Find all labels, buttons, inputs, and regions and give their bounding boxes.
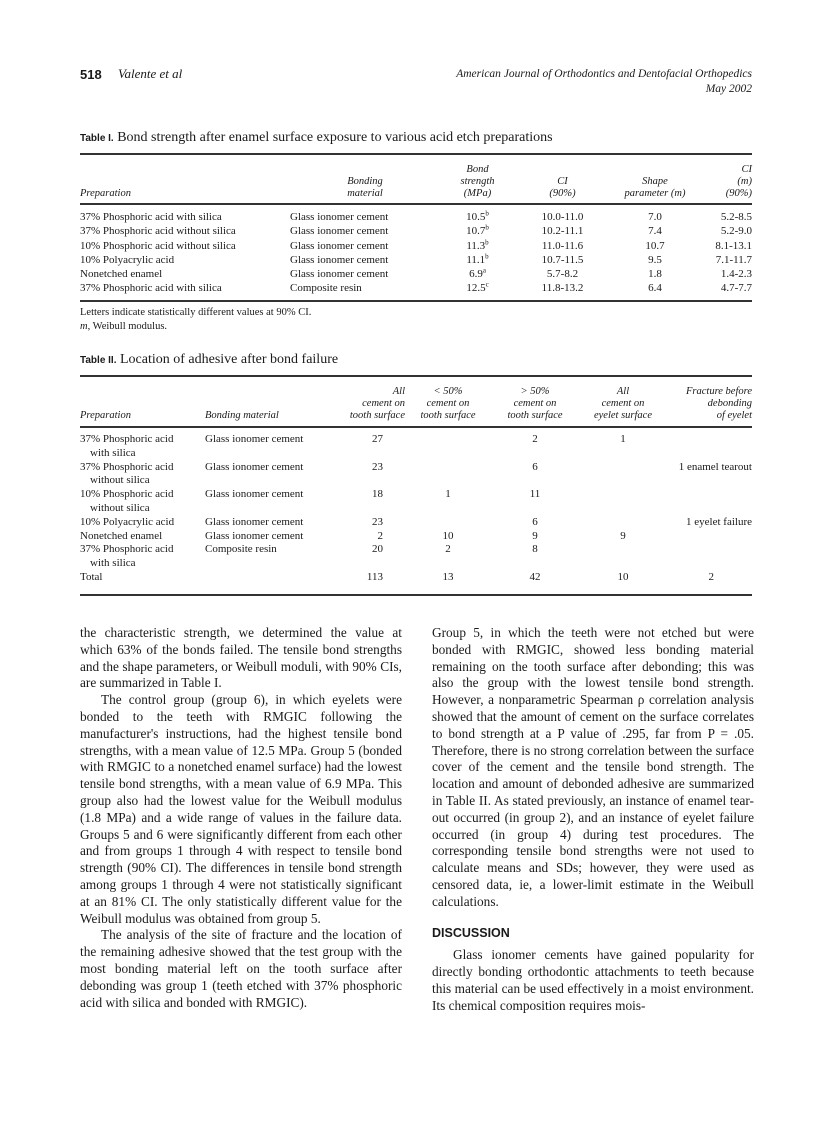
table-row: 10% Phosphoric acid without silica Glass ionomer cement 18 1 11 (80, 488, 541, 514)
table2-label: Table II. (80, 355, 117, 366)
body-paragraph: The analysis of the site of fracture and the location of the remaining adhesive showed that the test group with the most bonding material left on the tooth surface after debonding was group 1 (teeth etched with 37% phosphoric acid with silica and bonded with RMGIC). (80, 927, 402, 1010)
body-right-column (432, 625, 754, 1015)
journal-header (456, 67, 752, 97)
t1-header-strength: Bond strength (MPa) (460, 164, 495, 199)
issue-date: May 2002 (705, 83, 752, 95)
body-paragraph: The control group (group 6), in which eyelets were bonded to the teeth with RMGIC following the manufacturer's instructions, had the highest tensile bond strengths, with a mean value of 12.5 MPa. Group 5 (bonded with RMGIC to a nonetched enamel surface) had the lowest tensile bond strengths, with a mean value of 6.9 MPa. This group also had the lowest value for the Weibull modulus (1.8 MPa) and a wide range of values in the failure data. Groups 5 and 6 were significantly different from each other and from groups 1 through 4 with respect to tensile bond strength (90% CI). The differences in tensile bond strength among groups 1 through 4 were not statistically significant at an 81% CI. The only statistically different value for the Weibull modulus was obtained from group 5. (80, 692, 402, 926)
table2-header-rule (80, 426, 752, 428)
t1-header-preparation: Preparation (80, 188, 131, 199)
table1-footnote-letters: Letters indicate statistically different values at 90% CI. (80, 307, 312, 318)
table-row: Nonetched enamel Glass ionomer cement 6.9$^a$ 5.7-8.2 1.8 1.4-2.3 (80, 266, 752, 281)
t2-header-all-eyelet: All cement on eyelet surface (593, 386, 652, 421)
body-paragraph: Glass ionomer cements have gained popularity for directly bonding orthodontic attachments to teeth because this material can be used effectively in a moist environment. Its chemical composition requires mois- (432, 947, 754, 1013)
table-row: 37% Phosphoric acid with silica Composite resin 20 2 8 (80, 543, 538, 570)
t1-header-shape: Shape parameter (m) (624, 176, 686, 199)
table-row: 37% Phosphoric acid with silica Glass ionomer cement 10.5$^b$ 10.0-11.0 7.0 5.2-8.5 (80, 209, 752, 223)
t2-header-fracture: Fracture before debonding of eyelet (686, 386, 752, 421)
t2-header-preparation: Preparation (80, 410, 131, 421)
table-row: 37% Phosphoric acid with silica Composite resin 12.5$^c$ 11.8-13.2 6.4 4.7-7.7 (80, 280, 752, 295)
table-row: Nonetched enamel Glass ionomer cement 2 10 9 9 (80, 529, 626, 542)
table1-footnote-m: m, Weibull modulus. (80, 321, 168, 332)
table1 (80, 160, 752, 296)
table-row: 37% Phosphoric acid with silica Glass ionomer cement 27 2 1 (80, 433, 626, 459)
body-paragraph: Group 5, in which the teeth were not etched but were bonded with RMGIC, showed less bonding material remaining on the tooth surface after debonding; this was also the group with the lowest tensile bond strength. However, a nonparametric Spearman ρ correlation analysis showed that the amount of cement on the surface correlates to bond strength at a P value of .295, far from P = .05. Therefore, there is no strong correlation between the surface cover of the cement and the tensile bond strength. The location and amount of debonded adhesive are summarized in Table II. As stated previously, an instance of enamel tear-out occurred (in group 2), and an instance of eyelet failure occurred (in group 4) during test procedures. The corresponding tensile bond strengths were not used to calculate means and SDs; however, they were used as censored data, ie, a lower-limit estimate in the Weibull calculations. (432, 625, 754, 909)
t1-header-ci: CI (90%) (549, 176, 576, 199)
table2-bottom-rule (80, 594, 752, 596)
table1-header-rule (80, 203, 752, 205)
table1-title: Bond strength after enamel surface exposure to various acid etch preparations (117, 130, 553, 145)
table-row: 37% Phosphoric acid without silica Glass ionomer cement 10.7$^b$ 10.2-11.1 7.4 5.2-9.0 (80, 223, 752, 238)
t1-header-ci-m: CI (m) (90%) (725, 164, 752, 199)
t2-header-lt50: < 50% cement on tooth surface (420, 386, 476, 421)
t2-header-material: Bonding material (205, 410, 279, 421)
table-row: 10% Phosphoric acid without silica Glass ionomer cement 11.3$^b$ 11.0-11.6 10.7 8.1-13.1 (80, 237, 752, 252)
table-row: 10% Polyacrylic acid Glass ionomer cement 11.1$^b$ 10.7-11.5 9.5 7.1-11.7 (80, 252, 752, 266)
table2 (80, 382, 752, 585)
body-left-column (80, 625, 402, 1011)
table2-caption (80, 352, 338, 368)
t2-header-gt50: > 50% cement on tooth surface (507, 386, 563, 421)
section-heading-discussion: DISCUSSION (432, 925, 510, 940)
t2-header-all-tooth: All cement on tooth surface (349, 386, 405, 421)
journal-name: American Journal of Orthodontics and Dentofacial Orthopedics (456, 68, 752, 80)
table2-top-rule (80, 375, 752, 377)
table1-caption (80, 130, 553, 146)
t1-header-material: Bonding material (347, 176, 383, 199)
table-row: 10% Polyacrylic acid Glass ionomer cement 23 6 1 eyelet failure (80, 515, 752, 528)
table1-footnotes (80, 306, 311, 334)
body-paragraph: the characteristic strength, we determined the value at which 63% of the bonds failed. The tensile bond strengths and the shape parameters, or Weibull moduli, with 90% CIs, are summarized in Table I. (80, 625, 402, 691)
table-row: 37% Phosphoric acid without silica Glass ionomer cement 23 6 1 enamel tearout (80, 460, 752, 487)
table1-top-rule (80, 153, 752, 155)
table1-label: Table I. (80, 133, 114, 144)
table-total-row: Total 113 13 42 10 2 (80, 570, 714, 583)
table2-title: Location of adhesive after bond failure (120, 352, 339, 367)
page-number: 518 (80, 67, 102, 82)
running-authors: Valente et al (118, 66, 183, 81)
table1-bottom-rule (80, 300, 752, 302)
